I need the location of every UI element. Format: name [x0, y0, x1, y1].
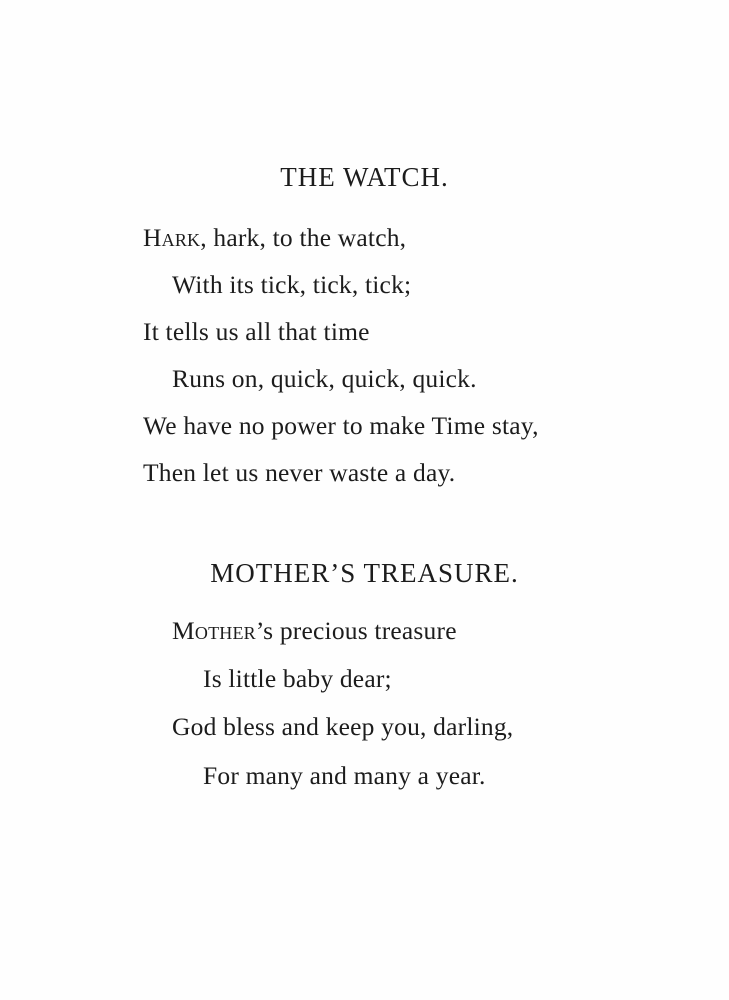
poem-line — [172, 711, 513, 743]
poem-title-the-watch: THE WATCH. — [280, 162, 449, 192]
poem-line — [172, 269, 411, 301]
poem-line — [143, 457, 455, 489]
poem-line — [143, 316, 370, 348]
poem-line — [203, 663, 392, 695]
poem-line — [172, 615, 457, 647]
poem-title-mothers-treasure: MOTHER’S TREASURE. — [210, 558, 519, 588]
drop-word: Mother — [172, 616, 256, 645]
line-text: ’s precious treasure — [255, 616, 457, 645]
line-text: For many and many a year. — [203, 761, 486, 790]
line-text: Is little baby dear; — [203, 664, 392, 693]
poem-line — [203, 760, 486, 792]
poem-line — [143, 222, 406, 254]
line-text: We have no power to make Time stay, — [143, 411, 539, 440]
line-text: With its tick, tick, tick; — [172, 270, 412, 299]
line-text: Runs on, quick, quick, quick. — [172, 364, 477, 393]
line-text: God bless and keep you, darling, — [172, 712, 514, 741]
poem-line — [143, 410, 539, 442]
line-text: It tells us all that time — [143, 317, 370, 346]
line-text: , hark, to the watch, — [200, 223, 407, 252]
line-text: Then let us never waste a day. — [143, 458, 456, 487]
drop-word: Hark — [143, 223, 201, 252]
poem-line — [172, 363, 477, 395]
